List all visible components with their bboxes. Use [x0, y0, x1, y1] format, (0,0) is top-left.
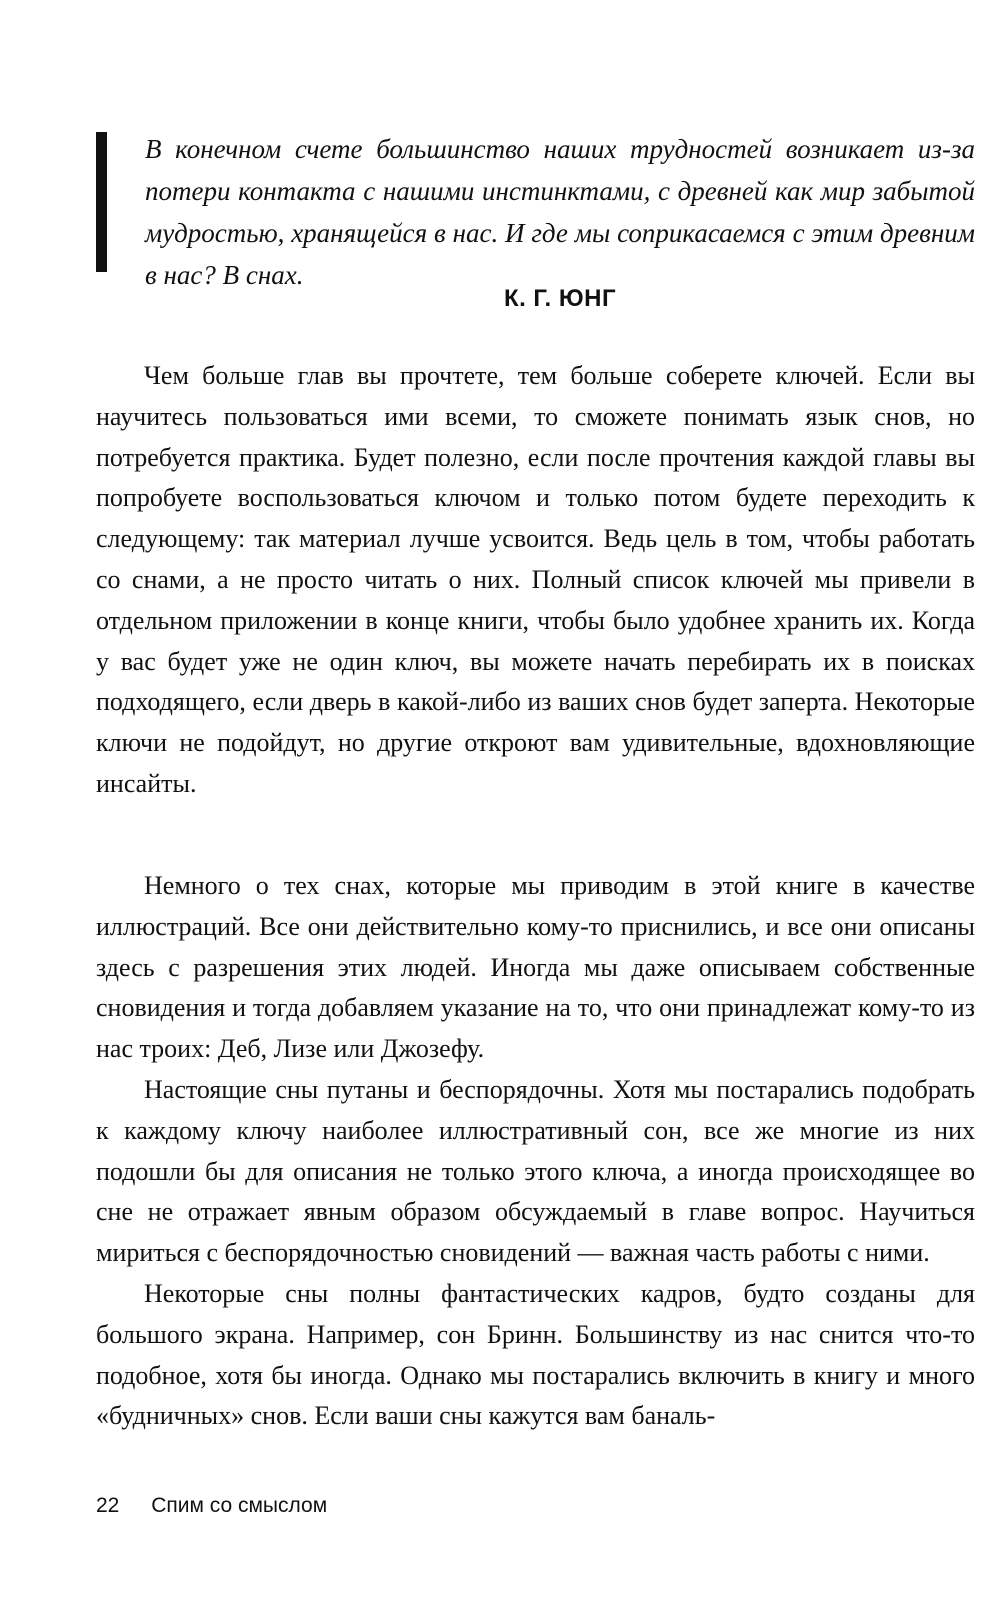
- epigraph-bar: [96, 132, 107, 272]
- body-block-2: [96, 866, 975, 1437]
- paragraph: Некоторые сны полны фантастических кадров, будто созданы для большого экрана. Например, сон Бринн. Большинству из нас снится что-то подобное, хотя бы иногда. Однако мы постарались включить в книгу и много «будничных» снов. Если ваши сны кажутся вам баналь-: [96, 1278, 975, 1431]
- epigraph-author: К. Г. ЮНГ: [503, 285, 617, 312]
- paragraph: Чем больше глав вы прочтете, тем больше соберете ключей. Если вы научитесь пользоваться ими всеми, то сможете понимать язык снов, но потребуется практика. Будет полезно, если после прочтения каждой главы вы попробуете воспользоваться ключом и только потом будете переходить к следующему: так материал лучше усвоится. Ведь цель в том, чтобы работать со снами, а не просто читать о них. Полный список ключей мы привели в отдельном приложении в конце книги, чтобы было удобнее хранить их. Когда у вас будет уже не один ключ, вы можете начать перебирать их в поисках подходящего, если дверь в какой-либо из ваших снов будет заперта. Некоторые ключи не подойдут, но другие откроют вам удивительные, вдохновляющие инсайты.: [96, 361, 975, 798]
- page-footer: [96, 1494, 327, 1518]
- paragraph: Настоящие сны путаны и беспорядочны. Хотя мы постарались подобрать к каждому ключу наиболее иллюстративный сон, все же многие из них подошли бы для описания не только этого ключа, а иногда происходящее во сне не отражает явным образом обсуждаемый в главе вопрос. Научиться мириться с беспорядочностью сновидений — важная часть работы с ними.: [96, 1074, 975, 1268]
- paragraph: Немного о тех снах, которые мы приводим в этой книге в качестве иллюстраций. Все они действительно кому-то приснились, и все они описаны здесь с разрешения этих людей. Иногда мы даже описываем собственные сновидения и тогда добавляем указание на то, что они принадлежат кому-то из нас троих: Деб, Лизе или Джозефу.: [96, 871, 975, 1064]
- body-block-1: [96, 356, 975, 805]
- epigraph-text: В конечном счете большинство наших трудностей возникает из-за потери контакта с нашими инстинктами, с древней как мир забытой мудростью, хранящейся в нас. И где мы соприкасаемся с этим древним в нас? В снах.: [145, 134, 975, 290]
- page-number: 22: [96, 1494, 120, 1517]
- book-title: Спим со смыслом: [151, 1494, 328, 1517]
